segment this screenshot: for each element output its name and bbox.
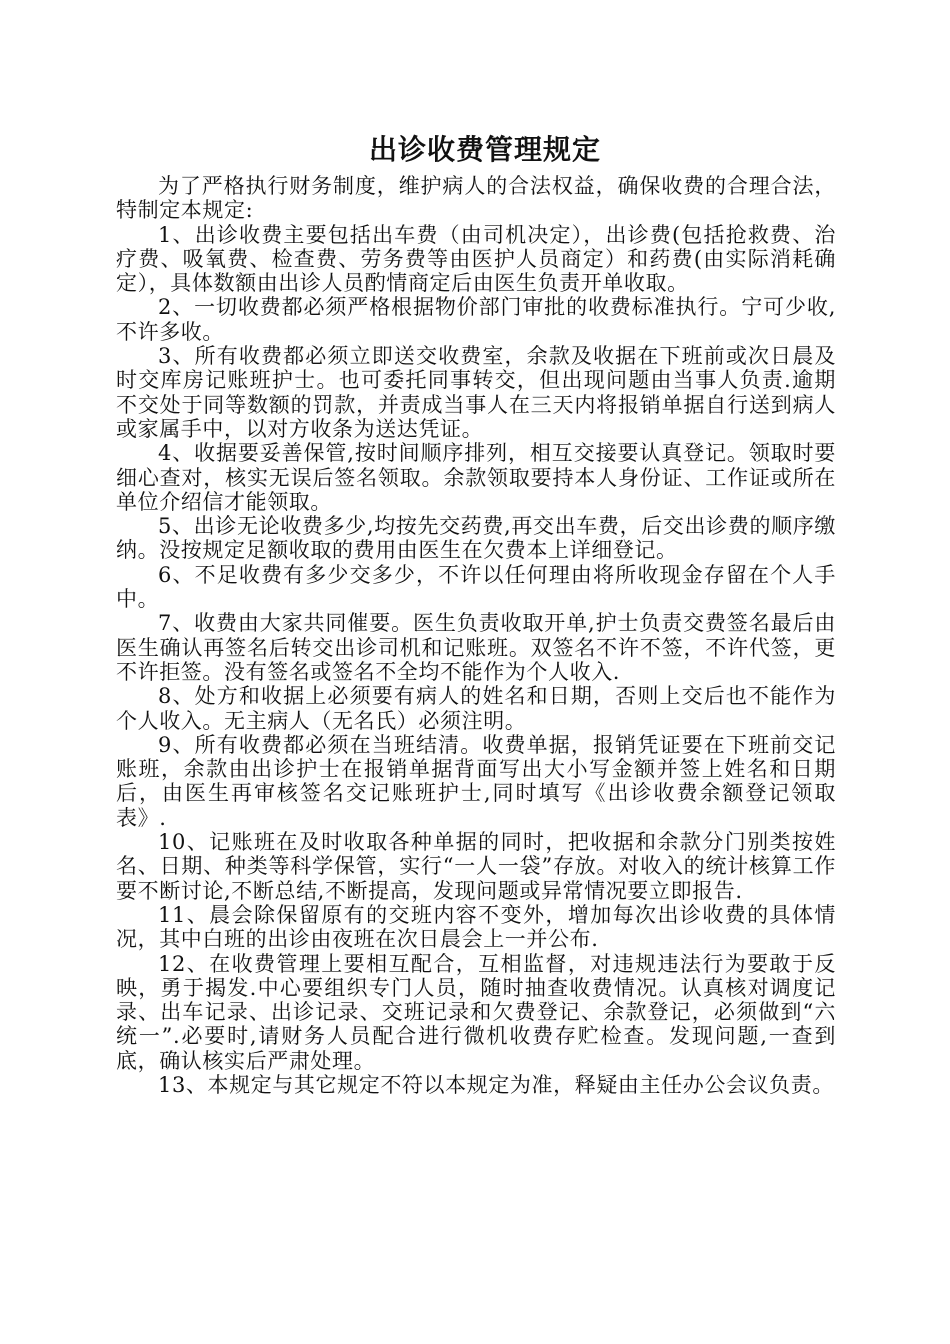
document-title: 出诊收费管理规定: [368, 133, 601, 166]
clause-4: 4、收据要妥善保管,按时间顺序排列，相互交接要认真登记。领取时要细心查对，核实无误后签名领取。余款领取要持本人身份证、工作证或所在单位介绍信才能领取。: [116, 441, 836, 514]
clause-11: 11、晨会除保留原有的交班内容不变外，增加每次出诊收费的具体情况，其中白班的出诊由夜班在次日晨会上一并公布.: [116, 902, 836, 952]
intro-paragraph: 为了严格执行财务制度，维护病人的合法权益，确保收费的合理合法，特制定本规定:: [116, 174, 836, 223]
clause-12: 12、在收费管理上要相互配合，互相监督，对违规违法行为要敢于反映，勇于揭发.中心要组织专门人员，随时抽查收费情况。认真核对调度记录、出车记录、出诊记录、交班记录和欠费登记、余款登记，必须做到“六统一”.必要时,请财务人员配合进行微机收费存贮检查。发现问题,一查到底，确认核实后严肃处理。: [116, 951, 836, 1073]
clause-10: 10、记账班在及时收取各种单据的同时，把收据和余款分门别类按姓名、日期、种类等科学保管，实行“一人一袋”存放。对收入的统计核算工作要不断讨论,不断总结,不断提高，发现问题或异常情况要立即报告.: [116, 830, 836, 903]
clause-9: 9、所有收费都必须在当班结清。收费单据，报销凭证要在下班前交记账班，余款由出诊护士在报销单据背面写出大小写金额并签上姓名和日期后，由医生再审核签名交记账班护士,同时填写《出诊收费余额登记领取表》.: [116, 732, 836, 830]
clause-8: 8、处方和收据上必须要有病人的姓名和日期，否则上交后也不能作为个人收入。无主病人（无名氏）必须注明。: [116, 684, 836, 733]
clause-2: 2、一切收费都必须严格根据物价部门审批的收费标准执行。宁可少收,不许多收。: [116, 295, 836, 344]
document-page: [116, 128, 836, 1097]
clause-6: 6、不足收费有多少交多少，不许以任何理由将所收现金存留在个人手中。: [116, 562, 836, 612]
clause-13: 13、本规定与其它规定不符以本规定为准，释疑由主任办公会议负责。: [158, 1072, 834, 1097]
clause-3: 3、所有收费都必须立即送交收费室，余款及收据在下班前或次日晨及时交库房记账班护士。也可委托同事转交，但出现问题由当事人负责.逾期不交处于同等数额的罚款，并责成当事人在三天内将报销单据自行送到病人或家属手中，以对方收条为送达凭证。: [116, 344, 836, 441]
clause-5: 5、出诊无论收费多少,均按先交药费,再交出车费，后交出诊费的顺序缴纳。没按规定足额收取的费用由医生在欠费本上详细登记。: [116, 514, 836, 563]
clause-7: 7、收费由大家共同催要。医生负责收取开单,护士负责交费签名最后由医生确认再签名后转交出诊司机和记账班。双签名不许不签，不许代签，更不许拒签。没有签名或签名不全均不能作为个人收入.: [116, 611, 836, 684]
clause-1: 1、出诊收费主要包括出车费（由司机决定），出诊费(包括抢救费、治疗费、吸氧费、检查费、劳务费等由医护人员商定）和药费(由实际消耗确定），具体数额由出诊人员酌情商定后由医生负责开单收取。: [116, 222, 836, 296]
